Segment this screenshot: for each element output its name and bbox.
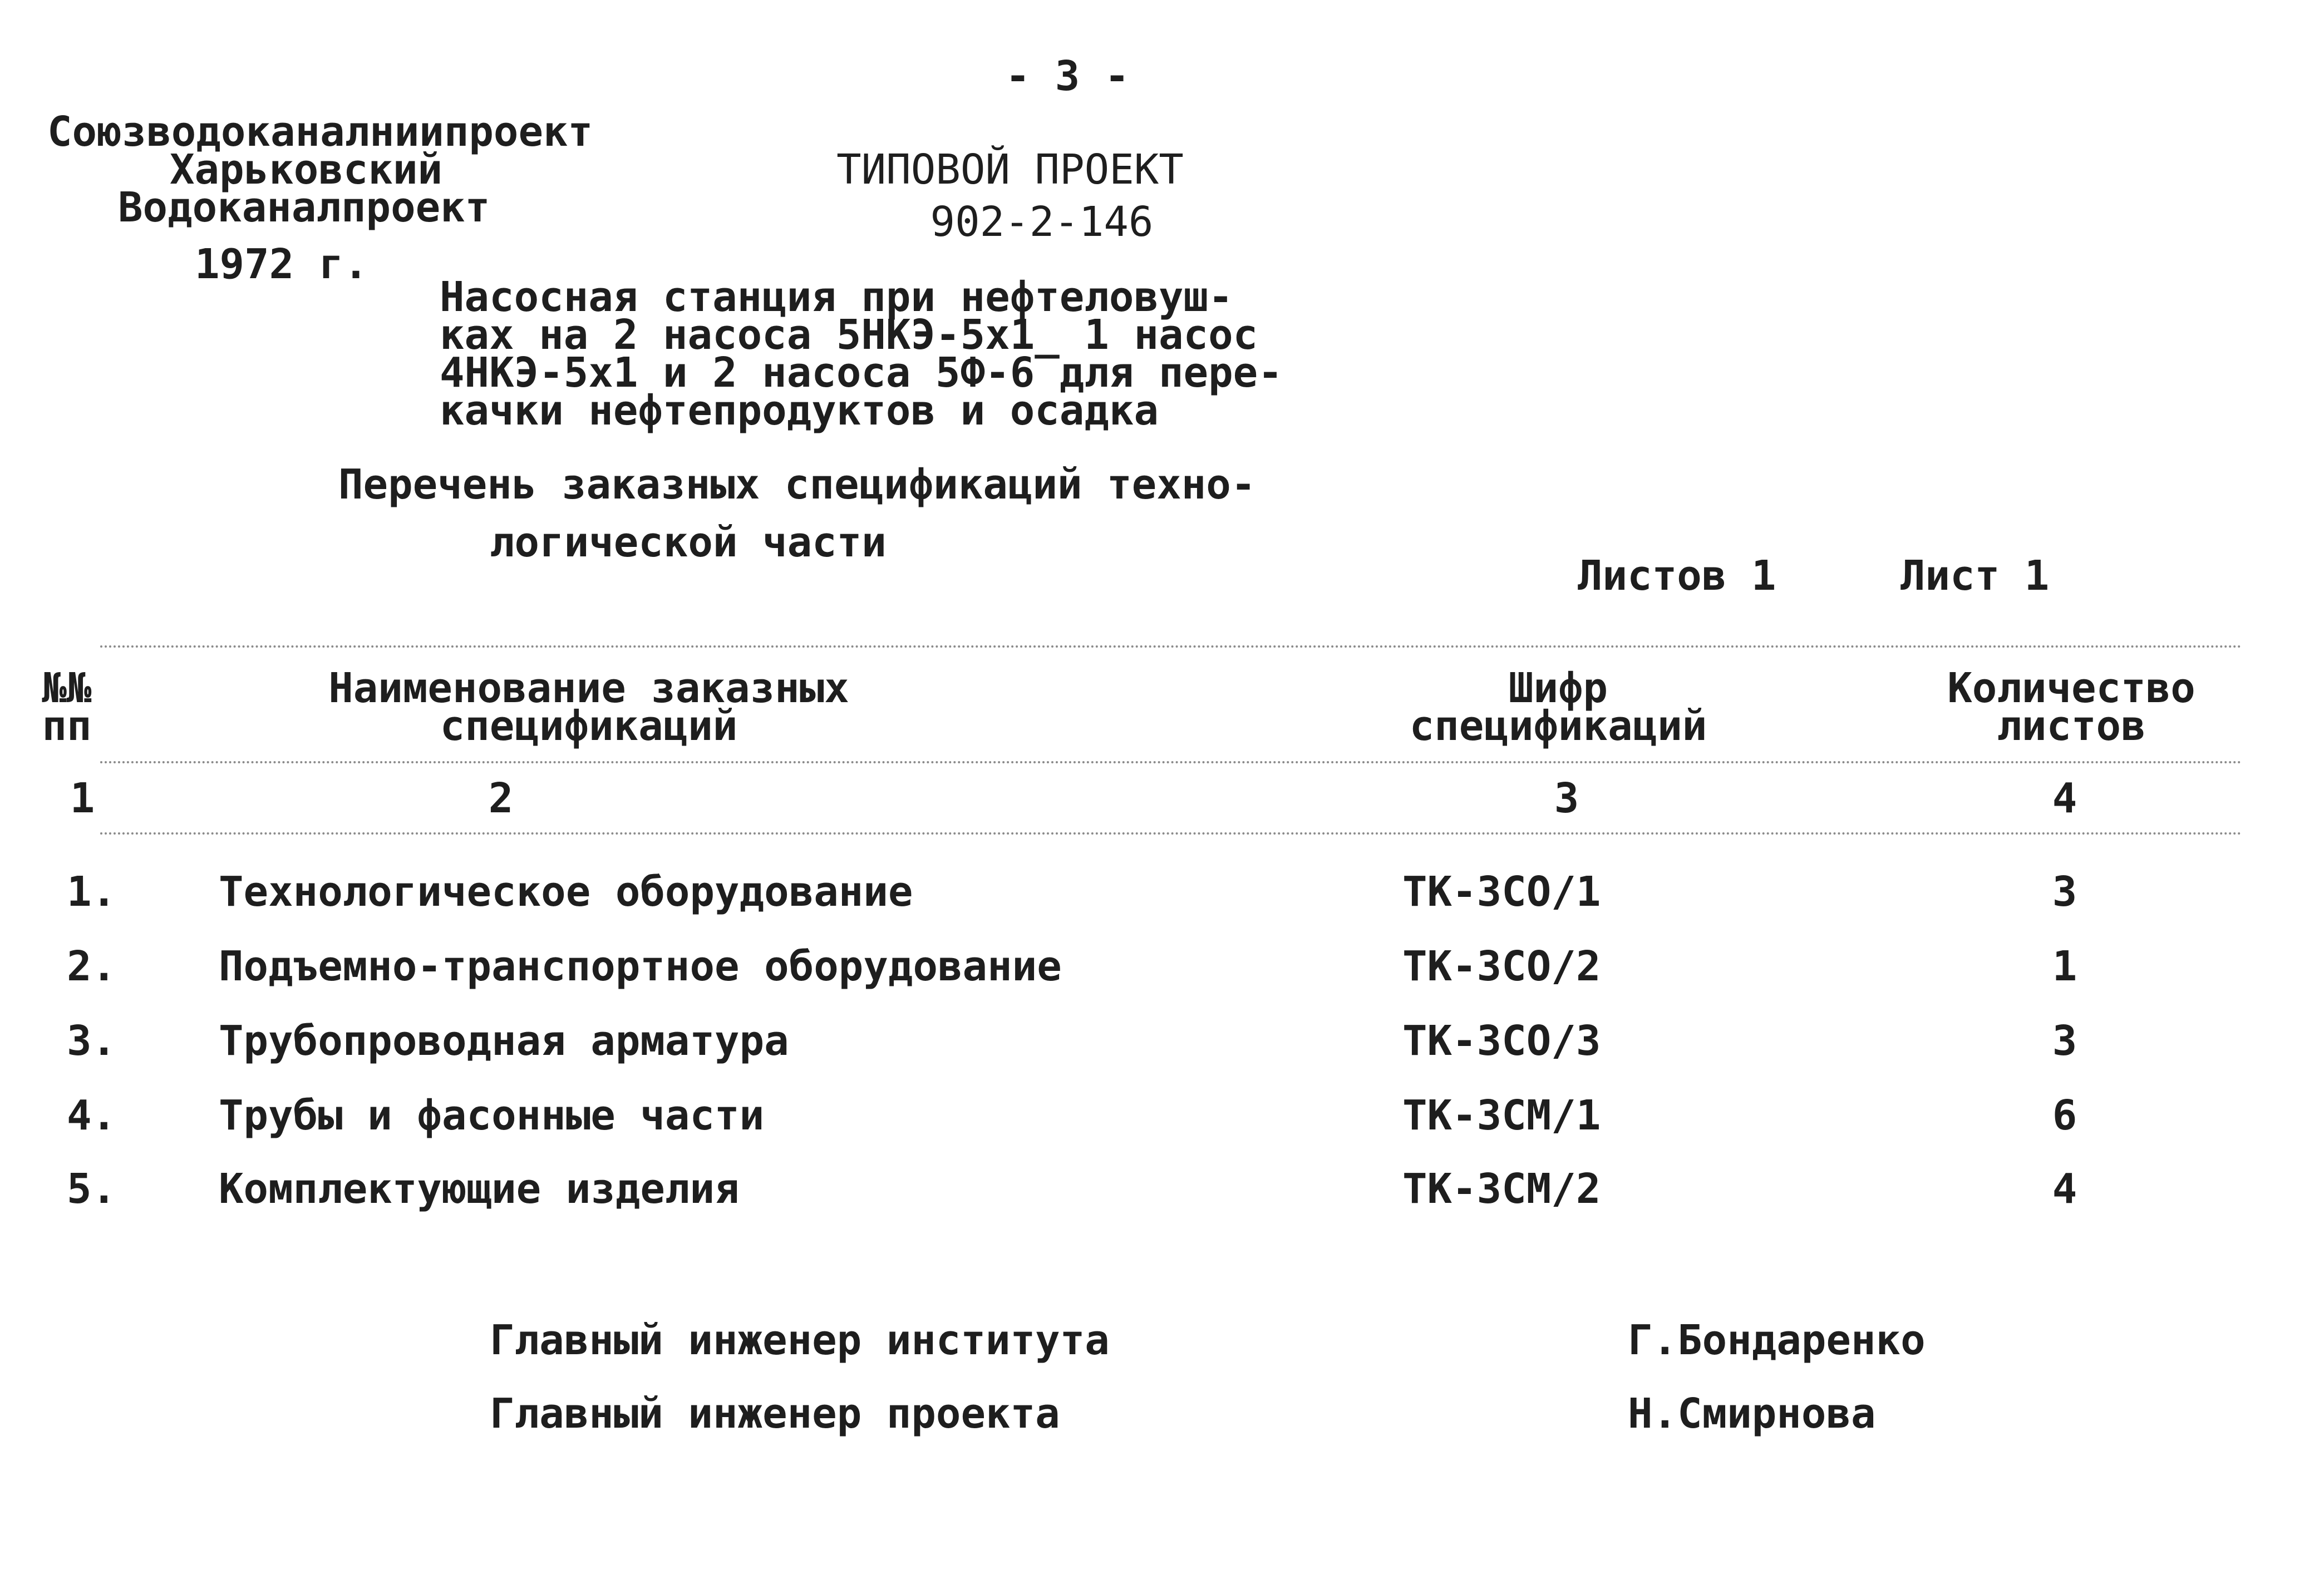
row-spec-code: ТК-3СМ/1 (1402, 1092, 1601, 1139)
header-num-line2: пп (42, 702, 92, 750)
description-line: ках на 2 насоса 5НКЭ-5х1_ 1 насос (440, 311, 1258, 359)
column-number: 2 (488, 774, 514, 822)
header-code-line2: спецификаций (1409, 702, 1707, 750)
row-sheet-count: 3 (2052, 868, 2077, 916)
row-spec-name: Подъемно-транспортное оборудование (219, 942, 1062, 990)
table-header-rule (100, 761, 2243, 763)
row-spec-name: Трубы и фасонные части (219, 1092, 765, 1139)
table-top-rule (100, 645, 2243, 648)
row-spec-code: ТК-3СО/2 (1402, 942, 1601, 990)
table-column-number-rule (100, 832, 2243, 835)
signature-role: Главный инженер проекта (490, 1390, 1060, 1438)
row-spec-code: ТК-3СО/3 (1402, 1017, 1601, 1065)
header-code-line1: Шифр (1508, 664, 1608, 712)
document-year: 1972 г. (195, 240, 368, 288)
row-spec-code: ТК-3СМ/2 (1402, 1165, 1601, 1213)
project-title: ТИПОВОЙ ПРОЕКТ (836, 146, 1184, 194)
row-number: 1. (67, 868, 117, 916)
row-number: 4. (67, 1092, 117, 1139)
description-line: качки нефтепродуктов и осадка (440, 387, 1159, 435)
project-description (440, 273, 1283, 435)
page-number: - 3 - (1005, 52, 1130, 100)
organization-name: Союзводоканалниипроект (47, 108, 593, 156)
signature-name: Н.Смирнова (1628, 1390, 1876, 1438)
description-line: 4НКЭ-5х1 и 2 насоса 5Ф-6 для пере- (440, 349, 1283, 397)
sheet-current: Лист 1 (1900, 552, 2050, 600)
header-num-line1: №№ (42, 664, 92, 712)
row-sheet-count: 3 (2052, 1017, 2077, 1065)
organization-city: Харьковский (170, 146, 443, 194)
sheets-total: Листов 1 (1578, 552, 1776, 600)
header-name-line1: Наименование заказных (328, 664, 849, 712)
list-title-line1: Перечень заказных спецификаций техно- (338, 461, 1256, 509)
project-number: 902-2-146 (930, 198, 1154, 246)
header-qty-line2: листов (1997, 702, 2146, 750)
header-name-line2: спецификаций (440, 702, 738, 750)
row-sheet-count: 6 (2052, 1092, 2077, 1139)
row-number: 2. (67, 942, 117, 990)
row-sheet-count: 4 (2052, 1165, 2077, 1213)
description-line: Насосная станция при нефтеловуш- (440, 273, 1233, 321)
column-number: 3 (1554, 774, 1579, 822)
row-sheet-count: 1 (2052, 942, 2077, 990)
list-title-line2: логической части (490, 519, 887, 566)
row-spec-name: Трубопроводная арматура (219, 1017, 789, 1065)
row-number: 5. (67, 1165, 117, 1213)
signature-name: Г.Бондаренко (1628, 1316, 1926, 1364)
header-qty-line1: Количество (1947, 664, 2195, 712)
organization-institute: Водоканалпроект (118, 184, 490, 231)
column-number: 1 (70, 774, 95, 822)
row-number: 3. (67, 1017, 117, 1065)
signature-role: Главный инженер института (490, 1316, 1110, 1364)
column-number: 4 (2052, 774, 2077, 822)
row-spec-name: Технологическое оборудование (219, 868, 913, 916)
row-spec-name: Комплектующие изделия (219, 1165, 740, 1213)
row-spec-code: ТК-3СО/1 (1402, 868, 1601, 916)
